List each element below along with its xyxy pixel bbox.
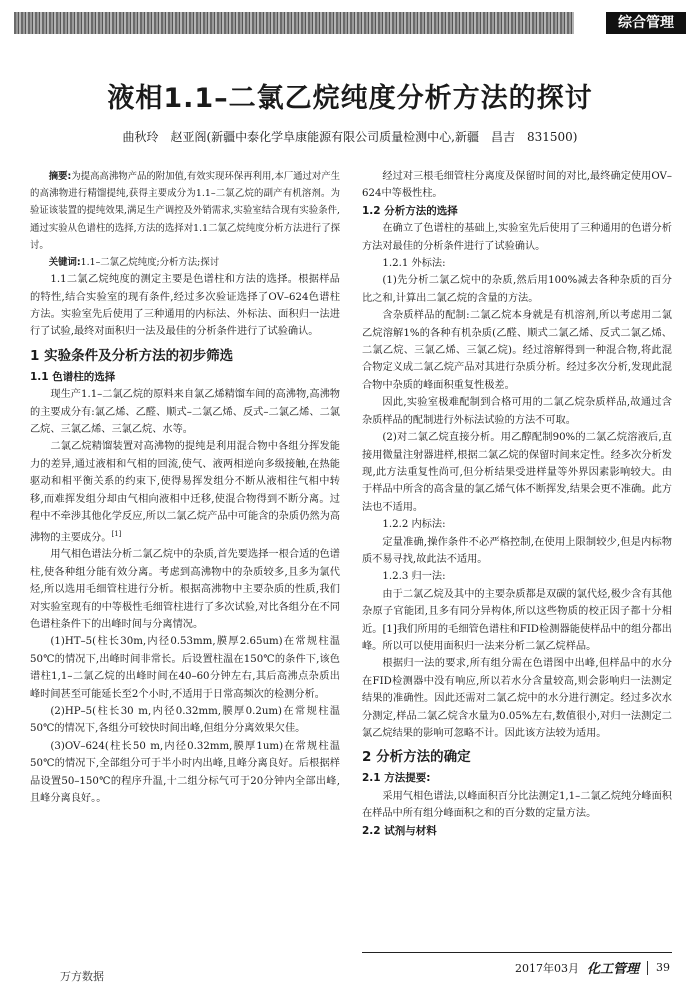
source-watermark: 万方数据 xyxy=(60,970,104,983)
subsection-heading-1-1: 1.1 色谱柱的选择 xyxy=(30,370,116,383)
footer-rule xyxy=(362,952,672,953)
subsection-heading-1-2: 1.2 分析方法的选择 xyxy=(362,204,458,217)
footer-divider xyxy=(647,961,648,975)
header-bar xyxy=(0,0,700,44)
issue-date: 2017年03月 xyxy=(514,961,579,975)
paragraph: 在确立了色谱柱的基础上,实验室先后使用了三种通用的色谱分析方法对最佳的分析条件进行了试验确认。 xyxy=(362,223,672,252)
keywords xyxy=(30,254,340,271)
keywords-label: 关键词: xyxy=(48,257,81,269)
subsubsection-heading-normalization: 1.2.3 归一法: xyxy=(382,571,446,583)
section-heading-2: 2 分析方法的确定 xyxy=(362,749,471,766)
paragraph: (1)HT–5(柱长30m,内径0.53mm,膜厚2.65um)在常规柱温50℃的情况下,出峰时间非常长。后设置柱温在150℃的条件下,该色谱柱1,1–二氯乙烷的出峰时间在40–60分钟左右,其后高沸点杂质出峰时间甚至可能延长至2个小时,不适用于日常高频次的检测分析。 xyxy=(30,636,340,700)
subsubsection-heading-external-standard: 1.2.1 外标法: xyxy=(382,258,446,270)
intro-paragraph: 1.1二氯乙烷纯度的测定主要是色谱柱和方法的选择。根据样品的特性,结合实验室的现有条件,经过多次验证选择了OV–624色谱柱方法。实验室先后使用了三种通用的内标法、外标法、面积归一法进行了试验,最终对面积归一法及最佳的分析条件进行了试验确认。 xyxy=(30,274,340,338)
paragraph: 由于二氯乙烷及其中的主要杂质都是双碳的氯代烃,极少含有其他杂原子官能团,且多有同分异构体,所以这些物质的校正因子都十分相近。[1]我们所用的毛细管色谱柱和FID检测器能使样品中的组分都出峰。所以可以使用面积归一法来分析二氯乙烷样品。 xyxy=(362,588,672,652)
paragraph: 因此,实验室极难配制到合格可用的二氯乙烷杂质样品,故通过含杂质样品的配制进行外标法试验的方法不可取。 xyxy=(362,397,672,426)
paragraph: 含杂质样品的配制:二氯乙烷本身就是有机溶剂,所以考虑用二氯乙烷溶解1%的各种有机杂质(乙醛、顺式二氯乙烯、反式二氯乙烯、二氯乙烷、三氯乙烯、三氯乙烷)。经过溶解得到一种混合物,将此混合物定义成二氯乙烷产品对其进行杂质分析。经过多次分析,发现此混合物中杂质的峰面积重复性极差。 xyxy=(362,310,672,391)
subsection-heading-2-2: 2.2 试剂与材料 xyxy=(362,824,437,837)
section-heading-1: 1 实验条件及分析方法的初步筛选 xyxy=(30,347,234,364)
article-title: 液相1.1–二氯乙烷纯度分析方法的探讨 xyxy=(107,83,593,114)
paragraph: 现生产1.1–二氯乙烷的原料来自氯乙烯精馏车间的高沸物,高沸物的主要成分有:氯乙烯、乙醛、顺式–二氯乙烯、反式–二氯乙烯、二氯乙烷、三氯乙烯、三氯乙烷、水等。 xyxy=(30,389,340,436)
footer-info xyxy=(515,958,670,977)
paragraph: (2)HP–5(柱长30 m,内径0.32mm,膜厚0.2um)在常规柱温50℃的情况下,各组分可较快时间出峰,但组分分离效果欠佳。 xyxy=(30,705,340,735)
right-column xyxy=(362,168,672,840)
keywords-text: 1.1–二氯乙烷纯度;分析方法;探讨 xyxy=(80,257,220,269)
paragraph: 经过对三根毛细管柱分离度及保留时间的对比,最终确定使用OV–624中等极性柱。 xyxy=(362,171,672,200)
paragraph: (1)先分析二氯乙烷中的杂质,然后用100%减去各种杂质的百分比之和,计算出二氯乙烷的含量的方法。 xyxy=(362,275,672,304)
paragraph: 根据归一法的要求,所有组分需在色谱图中出峰,但样品中的水分在FID检测器中没有响应,所以若水分含量较高,则会影响归一法测定结果的准确性。因此还需对二氯乙烷中的水分进行测定。经过多次水分测定,样品二氯乙烷含水量为0.05%左右,数值很小,对归一法测定二氯乙烷结果的影响可忽略不计。因此该方法较为适用。 xyxy=(362,658,672,739)
paragraph: 用气相色谱法分析二氯乙烷中的杂质,首先要选择一根合适的色谱柱,使各种组分能有效分离。考虑到高沸物中的杂质较多,且多为氯代烃,所以选用毛细管柱进行分析。根据高沸物中主要杂质的性质,我们对实验室现有的中等极性毛细管柱进行了多次试验,对比各组分在不同色谱柱条件下的出峰时间与分离情况。 xyxy=(30,549,340,630)
citation-ref: [1] xyxy=(111,529,122,538)
subsection-heading-2-1: 2.1 方法提要: xyxy=(362,772,431,785)
abstract xyxy=(30,168,340,254)
section-label: 综合管理 xyxy=(606,12,686,34)
authors-line: 曲秋玲 赵亚阁(新疆中泰化学阜康能源有限公司质量检测中心,新疆 昌吉 831500) xyxy=(122,130,578,144)
paragraph-text: 二氯乙烷精馏装置对高沸物的提纯是利用混合物中各组分挥发能力的差异,通过液相和气相的回流,使气、液两相逆向多级接触,在热能驱动和相平衡关系的约束下,使得易挥发组分不断从液相往气相中转移,而难挥发组分却由气相向液相中迁移,使混合物得到不断分离。过程中不牵涉其他化学反应,所以二氯乙烷产品中可能含的杂质仍然为高沸物的主要成分。 xyxy=(30,441,340,543)
paragraph: (3)OV–624(柱长50 m,内径0.32mm,膜厚1um)在常规柱温50℃的情况下,全部组分可于半小时内出峰,且峰分离良好。后根据样品设置50–150℃的程序升温,十二组分标气可于20分钟内全部出峰,且峰分离良好。。 xyxy=(30,740,340,804)
header-stripe xyxy=(14,12,574,34)
page-number: 39 xyxy=(656,961,670,974)
abstract-label: 摘要: xyxy=(48,171,72,182)
left-column xyxy=(30,168,340,807)
paragraph: (2)对二氯乙烷直接分析。用乙醇配制90%的二氯乙烷溶液后,直接用微量注射器进样,根据二氯乙烷的保留时间来定性。经多次分析发现,此方法重复性尚可,但分析结果受进样量等外界因素影响较大。由于样品中所含的高含量的氯乙烯气体不断挥发,结果会更不准确。此方法也不适用。 xyxy=(362,432,672,513)
subsubsection-heading-internal-standard: 1.2.2 内标法: xyxy=(382,519,446,531)
paragraph xyxy=(30,438,340,546)
abstract-text: 为提高高沸物产品的附加值,有效实现环保再利用,本厂通过对产生的高沸物进行精馏提纯,获得主要成分为1.1–二氯乙烷的副产有机溶剂。为验证该装置的提纯效果,满足生产调控及外销需求,实验室结合现有实验条件,通过实验从色谱柱的选择,方法的选择对1.1二氯乙烷纯度分析方法进行了探讨。 xyxy=(30,171,340,251)
paragraph: 采用气相色谱法,以峰面积百分比法测定1,1–二氯乙烷纯分峰面积在样品中所有组分峰面积之和的百分数的定量方法。 xyxy=(362,790,672,820)
paragraph: 定量准确,操作条件不必严格控制,在使用上限制较少,但是内标物质不易寻找,故此法不适用。 xyxy=(362,536,672,565)
magazine-name: 化工管理 xyxy=(586,962,639,977)
